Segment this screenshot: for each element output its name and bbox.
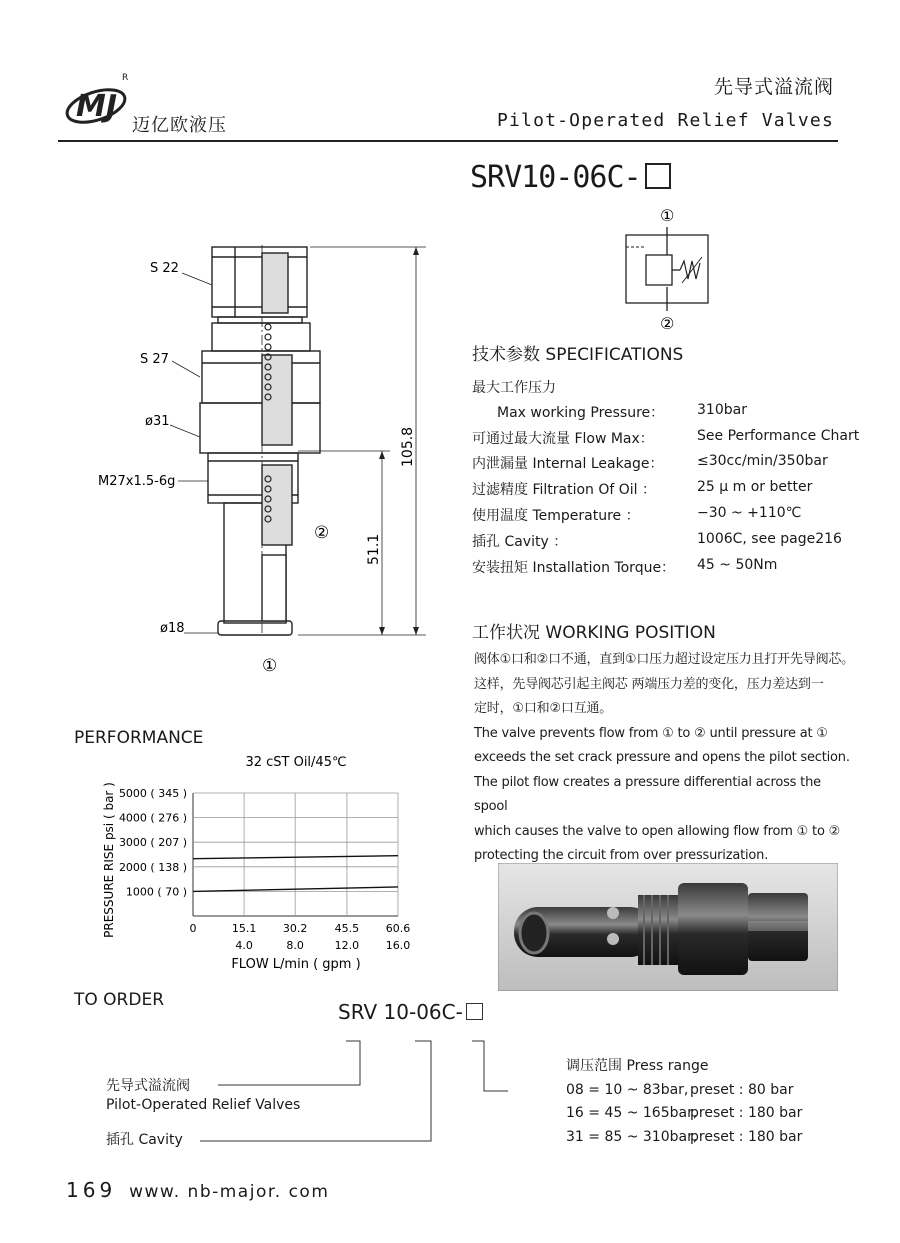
header-title-cn: 先导式溢流阀 [713,76,834,98]
order-range-code: 16 = 45 ~ 165bar, [566,1105,698,1121]
chart-x-tick: 0 [189,922,197,935]
symbol-port2: ② [660,314,675,333]
order-range-code: 08 = 10 ~ 83bar, [566,1082,689,1098]
dim-length-lower: 51.1 [366,533,382,565]
order-range-preset: preset : 180 bar [690,1105,803,1121]
page-number: 169 [66,1178,117,1202]
order-range-heading: 调压范围 Press range [566,1058,709,1074]
specs-heading: 技术参数 SPECIFICATIONS [472,345,684,365]
spec-label: 安装扭矩 Installation Torque： [472,560,676,576]
chart-x-tick: 45.5 [334,922,360,935]
spec-value: ≤30cc/min/350bar [697,453,828,469]
working-text [474,648,854,869]
drawing-port1: ① [262,656,278,676]
chart-y-label: PRESSURE RISE psi ( bar ) [102,782,116,938]
chart-x-tick-gpm: 4.0 [235,939,253,952]
chart-y-tick: 5000 ( 345 ) [118,787,187,800]
chart-x-tick-gpm: 16.0 [385,939,411,952]
header-title-en: Pilot-Operated Relief Valves [496,110,834,131]
dim-s27: S 27 [140,352,169,367]
chart-x-tick-gpm: 12.0 [334,939,360,952]
working-line: protecting the circuit from over pressurization. [474,848,769,863]
order-range-preset: preset : 180 bar [690,1129,803,1145]
logo-registered: R [122,73,129,83]
valve-drawing [90,235,450,685]
order-code-box [466,1003,483,1020]
chart-x-tick-gpm: 8.0 [286,939,304,952]
symbol-port1: ① [660,206,675,225]
order-type-cn: 先导式溢流阀 [106,1078,190,1094]
spec-label: 使用温度 Temperature ： [472,508,640,524]
chart-x-tick: 15.1 [231,922,257,935]
working-line: The pilot flow creates a pressure differential across the spool [474,774,821,814]
spec-label: 内泄漏量 Internal Leakage： [472,456,664,472]
chart-y-tick: 1000 ( 70 ) [125,885,187,899]
working-heading: 工作状况 WORKING POSITION [472,623,716,643]
dim-thread: M27x1.5-6g [98,474,176,489]
model-title [470,160,671,195]
dim-length-total: 105.8 [400,426,416,467]
spec-value: 45 ~ 50Nm [697,557,778,573]
order-heading: TO ORDER [74,990,165,1010]
model-option-box [645,163,671,189]
order-code [338,1000,483,1024]
working-line: 这样，先导阀芯引起主阀芯 两端压力差的变化，压力差达到一 [474,676,824,692]
dim-s22: S 22 [150,261,179,276]
hydraulic-symbol [620,203,720,333]
spec-value: See Performance Chart [697,428,860,444]
order-range-code: 31 = 85 ~ 310bar, [566,1129,698,1145]
spec-value: −30 ~ +110℃ [697,505,802,521]
working-line: which causes the valve to open allowing flow from ① to ② [474,823,841,839]
footer [66,1178,329,1202]
brand-name: 迈亿欧液压 [132,115,227,136]
order-cavity: 插孔 Cavity [106,1132,183,1148]
spec-label: 过滤精度 Filtration Of Oil ： [472,482,657,498]
order-leaders [190,1035,520,1155]
spec-label: Max working Pressure： [497,405,665,421]
order-type-en: Pilot-Operated Relief Valves [106,1097,301,1113]
header-rule [58,140,838,142]
footer-url[interactable]: www. nb-major. com [129,1182,330,1202]
brand-logo [62,70,134,134]
working-line: 定时，①口和②口互通。 [474,701,613,716]
order-range-preset: preset : 80 bar [690,1082,794,1098]
working-line: exceeds the set crack pressure and opens the pilot section. [474,750,850,765]
spec-value: 310bar [697,402,747,418]
spec-label: 可通过最大流量 Flow Max： [472,431,654,447]
dim-d31: ø31 [145,414,170,429]
spec-value: 1006C, see page216 [697,531,842,547]
dim-d18: ø18 [160,621,185,636]
spec-label: 最大工作压力 [472,380,556,396]
logo-mark: MJ [76,89,118,124]
performance-heading: PERFORMANCE [74,728,204,748]
chart-y-tick: 3000 ( 207 ) [118,836,187,850]
model-code: SRV10-06C- [470,160,641,195]
chart-x-tick: 30.2 [282,922,308,935]
spec-label: 插孔 Cavity ： [472,534,568,550]
chart-y-tick: 4000 ( 276 ) [118,811,187,825]
chart-y-tick: 2000 ( 138 ) [118,860,187,874]
chart-x-tick: 60.6 [385,922,411,935]
product-photo [498,863,838,991]
order-code-text: SRV 10-06C- [338,1000,463,1024]
performance-chart [96,748,426,986]
drawing-port2: ② [314,523,330,543]
working-line: The valve prevents flow from ① to ② until pressure at ① [474,725,828,741]
chart-title: 32 cST Oil/45℃ [245,755,347,770]
chart-x-label: FLOW L/min ( gpm ) [231,957,361,972]
working-line: 阀体①口和②口不通，直到①口压力超过设定压力且打开先导阀芯。 [474,652,854,667]
spec-value: 25 μ m or better [697,479,813,495]
